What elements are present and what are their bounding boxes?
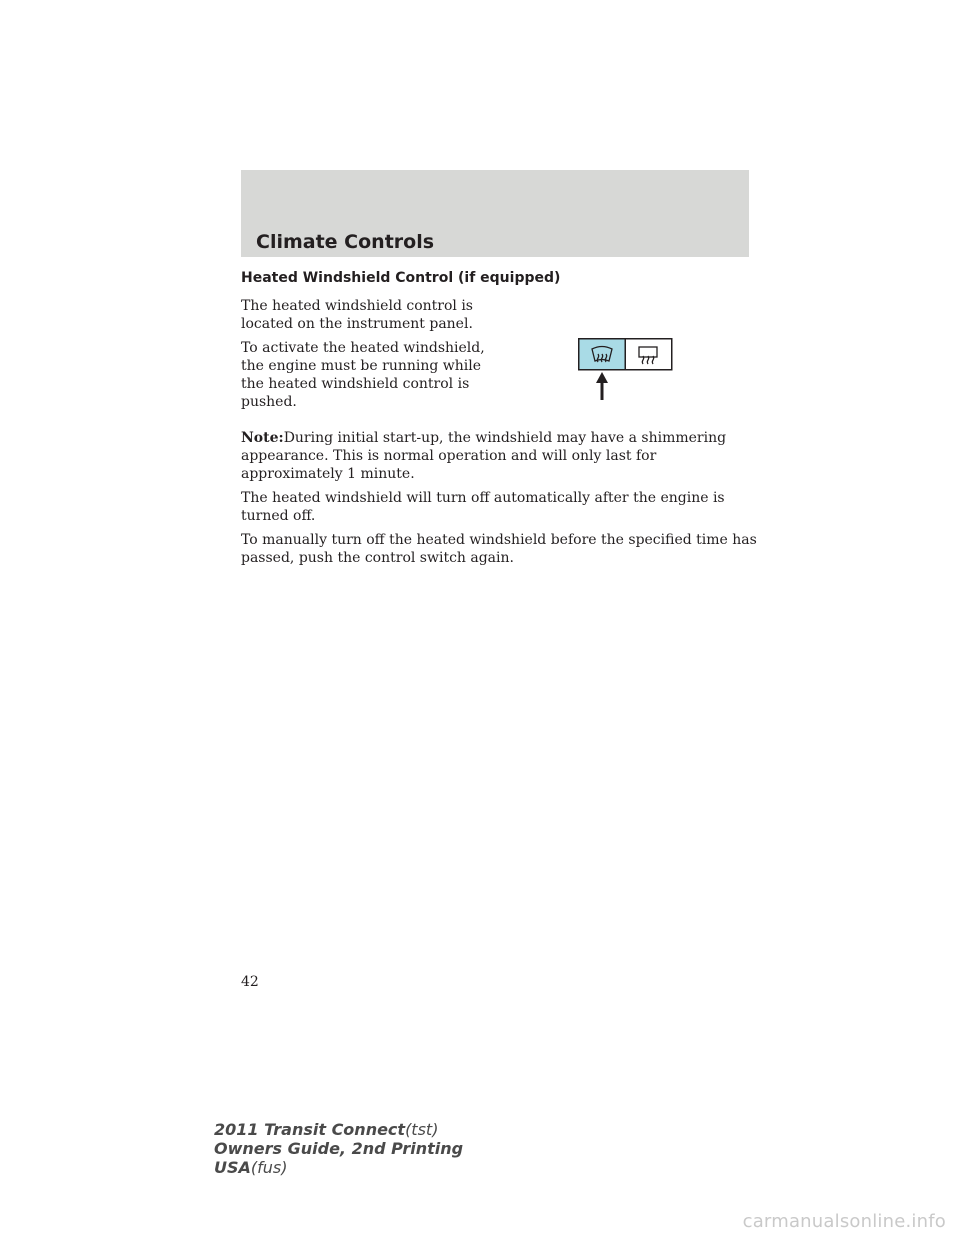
paragraph-location: The heated windshield control is located on the instrument panel. <box>241 298 473 332</box>
rear-defrost-button <box>625 339 672 370</box>
footer-guide: Owners Guide, 2nd Printing <box>214 1139 464 1158</box>
section-header-band <box>241 170 749 257</box>
control-switch-illustration <box>578 338 674 402</box>
subheading: Heated Windshield Control (if equipped) <box>241 270 561 286</box>
paragraph-auto-off: The heated windshield will turn off automatically after the engine is turned off. <box>241 490 725 524</box>
footer <box>214 1120 463 1177</box>
paragraph-manual-off: To manually turn off the heated windshield before the specified time has passed, push the control switch again. <box>241 532 757 566</box>
footer-model: 2011 Transit Connect <box>214 1120 406 1139</box>
page-number: 42 <box>241 974 259 990</box>
watermark: carmanualsonline.info <box>742 1211 946 1232</box>
footer-market-code: (fus) <box>250 1158 288 1177</box>
note-text: During initial start-up, the windshield may have a shimmering appearance. This is normal operation and will only last for approximately 1 minute. <box>241 430 727 482</box>
paragraph-activate: To activate the heated windshield, the engine must be running while the heated windshield control is pushed. <box>241 340 485 410</box>
section-title: Climate Controls <box>256 231 435 253</box>
footer-model-code: (tst) <box>405 1120 439 1139</box>
control-figure <box>578 338 674 402</box>
paragraph-note <box>241 429 761 483</box>
note-label: Note: <box>241 430 284 446</box>
arrow-up-icon <box>596 372 608 400</box>
footer-market: USA <box>214 1158 251 1177</box>
